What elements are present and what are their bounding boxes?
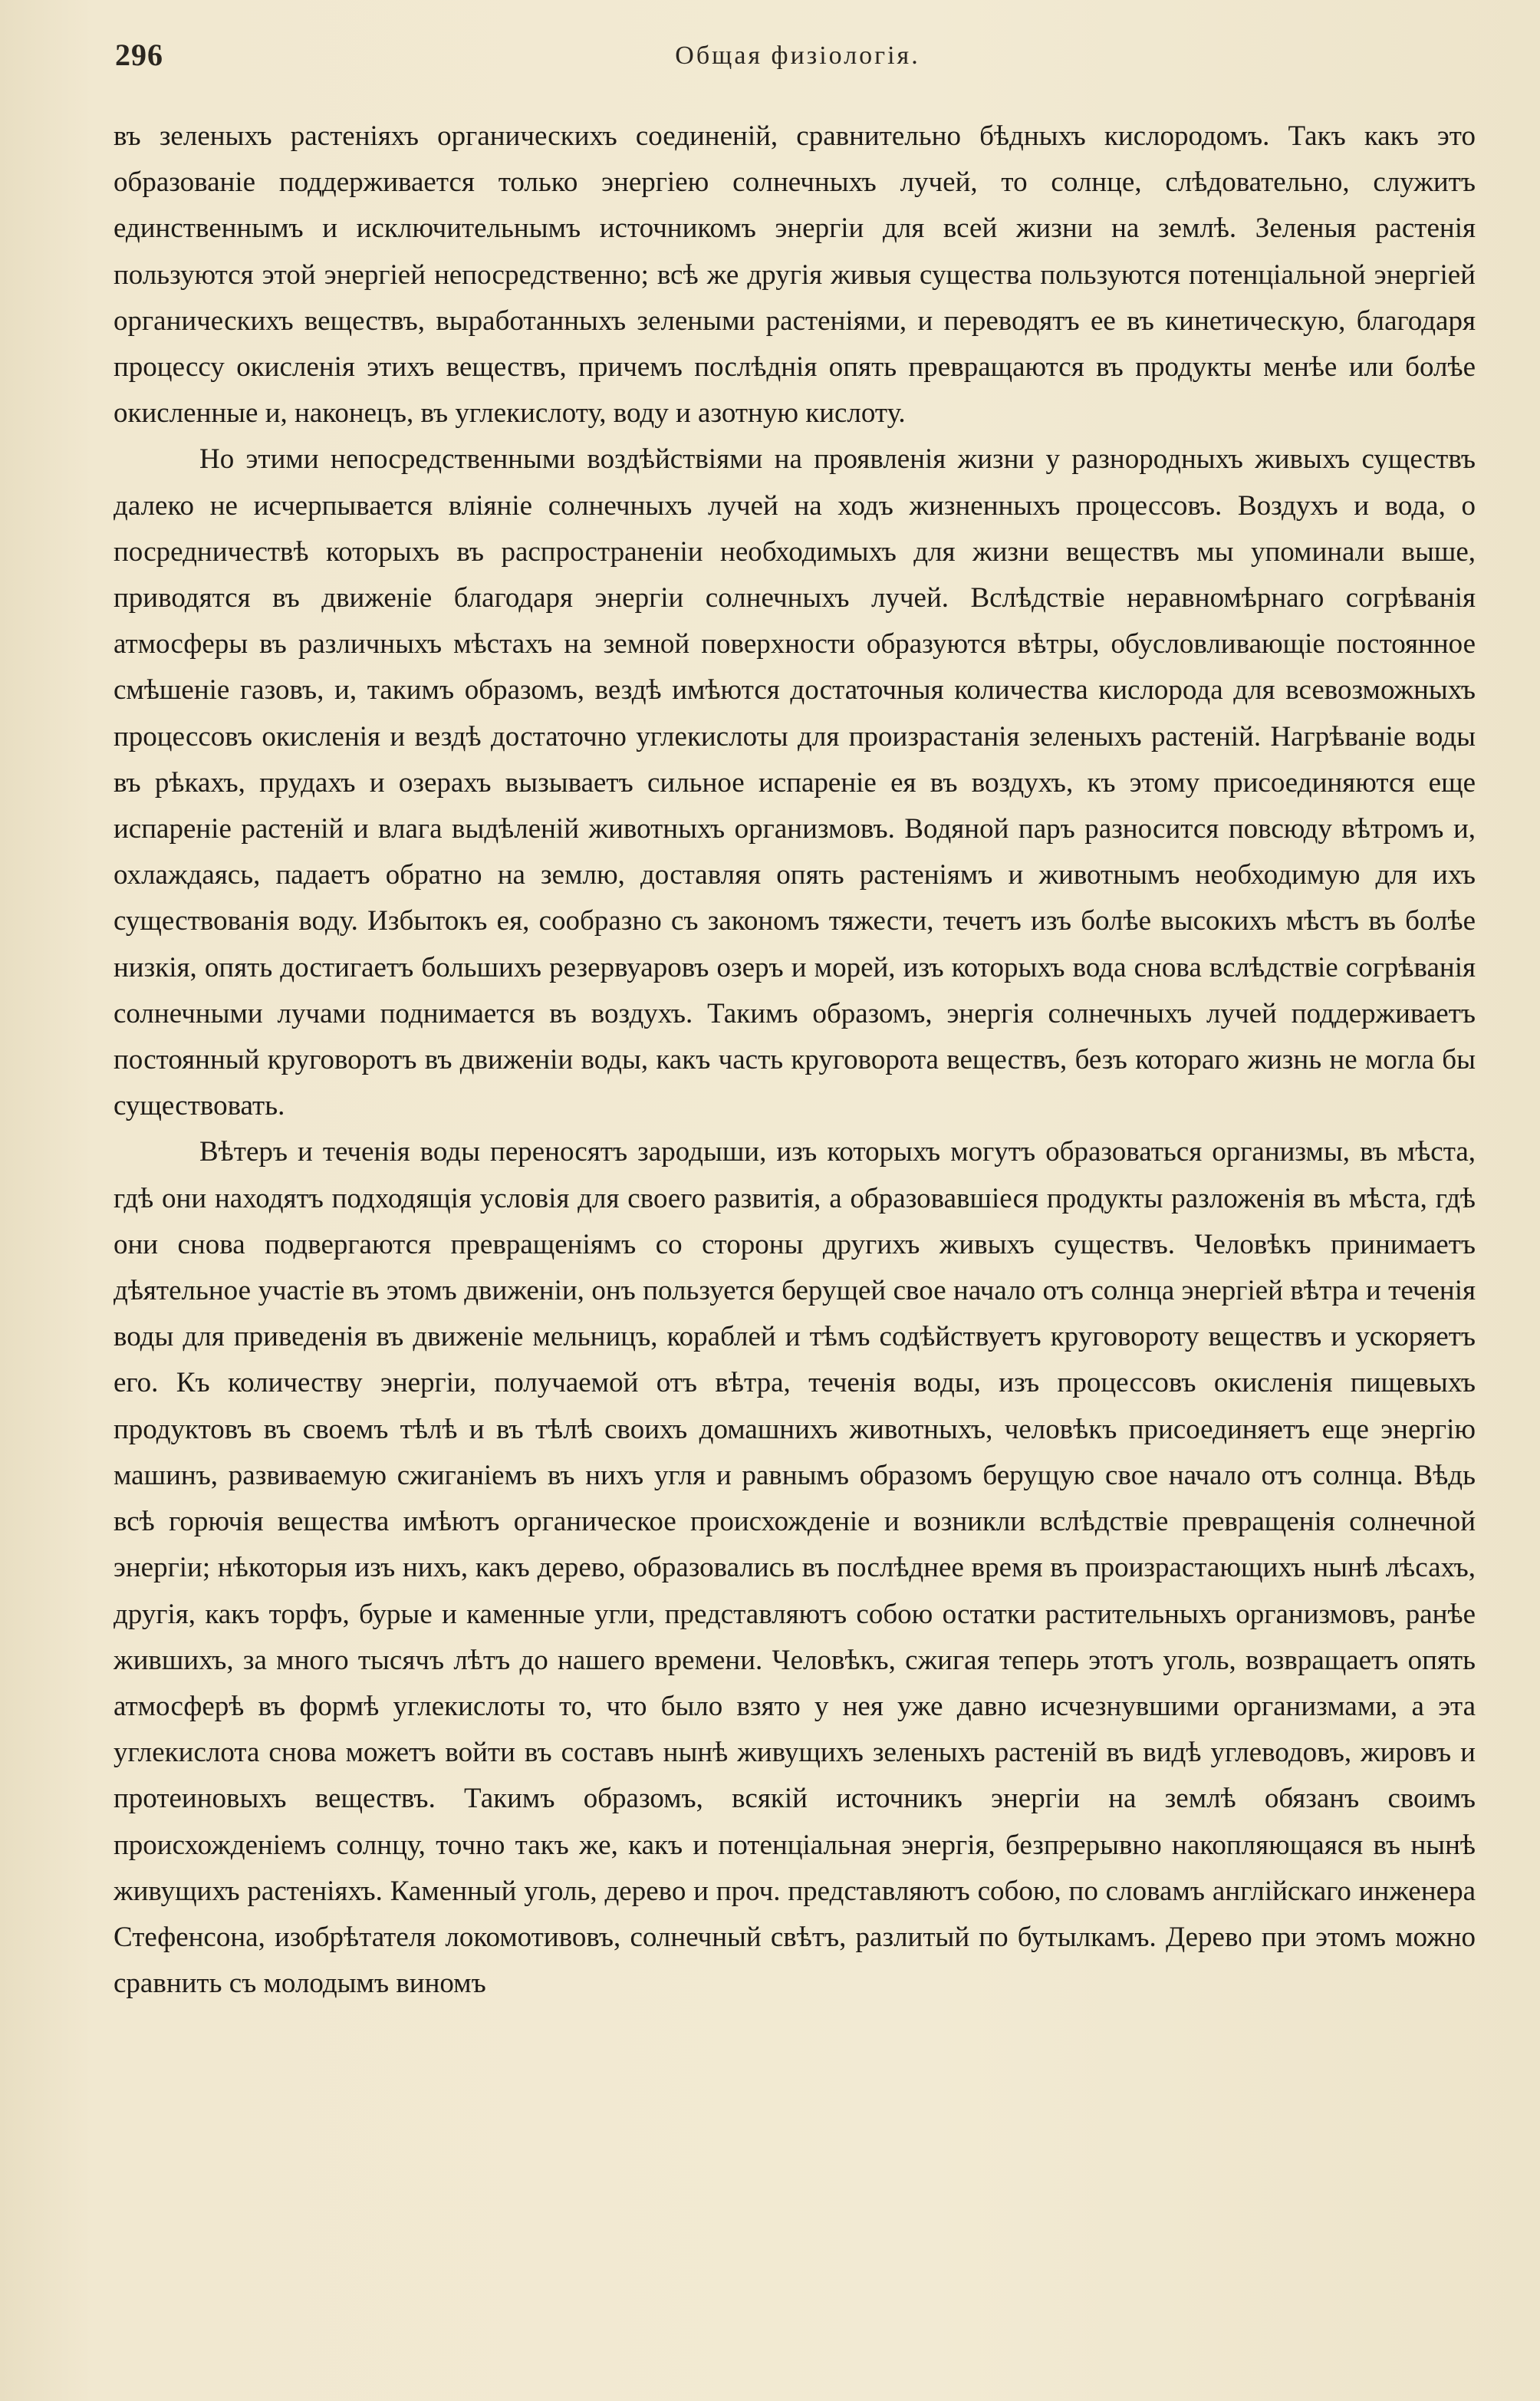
body-text: [114, 114, 1476, 2007]
running-head: Общая физiологiя.: [675, 41, 920, 70]
page-number: 296: [115, 38, 163, 72]
page-header: [115, 37, 1480, 83]
paragraph-1: въ зеленыхъ растенiяхъ органическихъ соединенiй, сравнительно бѣдныхъ кислородомъ. Такъ какъ это образованiе поддерживается только энергiею солнечныхъ лучей, то солнце, слѣдовательно, служитъ единственнымъ и исключительнымъ источникомъ энергiи для всей жизни на землѣ. Зеленыя растенiя пользуются этой энергiей непосредственно; всѣ же другiя живыя существа пользуются потенцiальной энергiей органическихъ веществъ, выработанныхъ зелеными растенiями, и переводятъ ее въ кинетическую, благодаря процессу окисленiя этихъ веществъ, причемъ послѣднiя опять превращаются въ продукты менѣе или болѣе окисленные и, наконецъ, въ углекислоту, воду и азотную кислоту.: [114, 120, 1476, 430]
paragraph-2: Но этими непосредственными воздѣйствiями на проявленiя жизни у разнородныхъ живыхъ существъ далеко не исчерпывается влiянiе солнечныхъ лучей на ходъ жизненныхъ процессовъ. Воздухъ и вода, о посредничествѣ которыхъ въ распространенiи необходимыхъ для жизни веществъ мы упоминали выше, приводятся въ движенiе благодаря энергiи солнечныхъ лучей. Вслѣдствiе неравномѣрнаго согрѣванiя атмосферы въ различныхъ мѣстахъ на земной поверхности образуются вѣтры, обусловливающiе постоянное смѣшенiе газовъ, и, такимъ образомъ, вездѣ имѣются достаточныя количества кислорода для всевозможныхъ процессовъ окисленiя и вездѣ достаточно углекислоты для произрастанiя зеленыхъ растенiй. Нагрѣванiе воды въ рѣкахъ, прудахъ и озерахъ вызываетъ сильное испаренiе ея въ воздухъ, къ этому присоединяются еще испаренiе растенiй и влага выдѣленiй животныхъ организмовъ. Водяной паръ разносится повсюду вѣтромъ и, охлаждаясь, падаетъ обратно на землю, доставляя опять растенiямъ и животнымъ необходимую для ихъ существованiя воду. Избытокъ ея, сообразно съ закономъ тяжести, течетъ изъ болѣе высокихъ мѣстъ въ болѣе низкiя, опять достигаетъ большихъ резервуаровъ озеръ и морей, изъ которыхъ вода снова вслѣдствiе согрѣванiя солнечными лучами поднимается въ воздухъ. Такимъ образомъ, энергiя солнечныхъ лучей поддерживаетъ постоянный круговоротъ въ движенiи воды, какъ часть круговорота веществъ, безъ котораго жизнь не могла бы существовать.: [114, 443, 1476, 1122]
paragraph-3: Вѣтеръ и теченiя воды переносятъ зародыши, изъ которыхъ могутъ образоваться организмы, въ мѣста, гдѣ они находятъ подходящiя условiя для своего развитiя, а образовавшiеся продукты разложенiя въ мѣста, гдѣ они снова подвергаются превращенiямъ со стороны другихъ живыхъ существъ. Человѣкъ принимаетъ дѣятельное участiе въ этомъ движенiи, онъ пользуется берущей свое начало отъ солнца энергiей вѣтра и теченiя воды для приведенiя въ движенiе мельницъ, кораблей и тѣмъ содѣйствуетъ круговороту веществъ и ускоряетъ его. Къ количеству энергiи, получаемой отъ вѣтра, теченiя воды, изъ процессовъ окисленiя пищевыхъ продуктовъ въ своемъ тѣлѣ и въ тѣлѣ своихъ домашнихъ животныхъ, человѣкъ присоединяетъ еще энергiю машинъ, развиваемую сжиганiемъ въ нихъ угля и равнымъ образомъ берущую свое начало отъ солнца. Вѣдь всѣ горючiя вещества имѣютъ органическое происхожденiе и возникли вслѣдствiе превращенiя солнечной энергiи; нѣкоторыя изъ нихъ, какъ дерево, образовались въ послѣднее время въ произрастающихъ нынѣ лѣсахъ, другiя, какъ торфъ, бурые и каменные угли, представляютъ собою остатки растительныхъ организмовъ, ранѣе жившихъ, за много тысячъ лѣтъ до нашего времени. Человѣкъ, сжигая теперь этотъ уголь, возвращаетъ опять атмосферѣ въ формѣ углекислоты то, что было взято у нея уже давно исчезнувшими организмами, а эта углекислота снова можетъ войти въ составъ нынѣ живущихъ зеленыхъ растенiй въ видѣ углеводовъ, жировъ и протеиновыхъ веществъ. Такимъ образомъ, всякiй источникъ энергiи на землѣ обязанъ своимъ происхожденiемъ солнцу, точно такъ же, какъ и потенцiальная энергiя, безпрерывно накопляющаяся въ нынѣ живущихъ растенiяхъ. Каменный уголь, дерево и проч. представляютъ собою, по словамъ англiйскаго инженера Стефенсона, изобрѣтателя локомотивовъ, солнечный свѣтъ, разлитый по бутылкамъ. Дерево при этомъ можно сравнить съ молодымъ виномъ: [114, 1136, 1476, 2000]
